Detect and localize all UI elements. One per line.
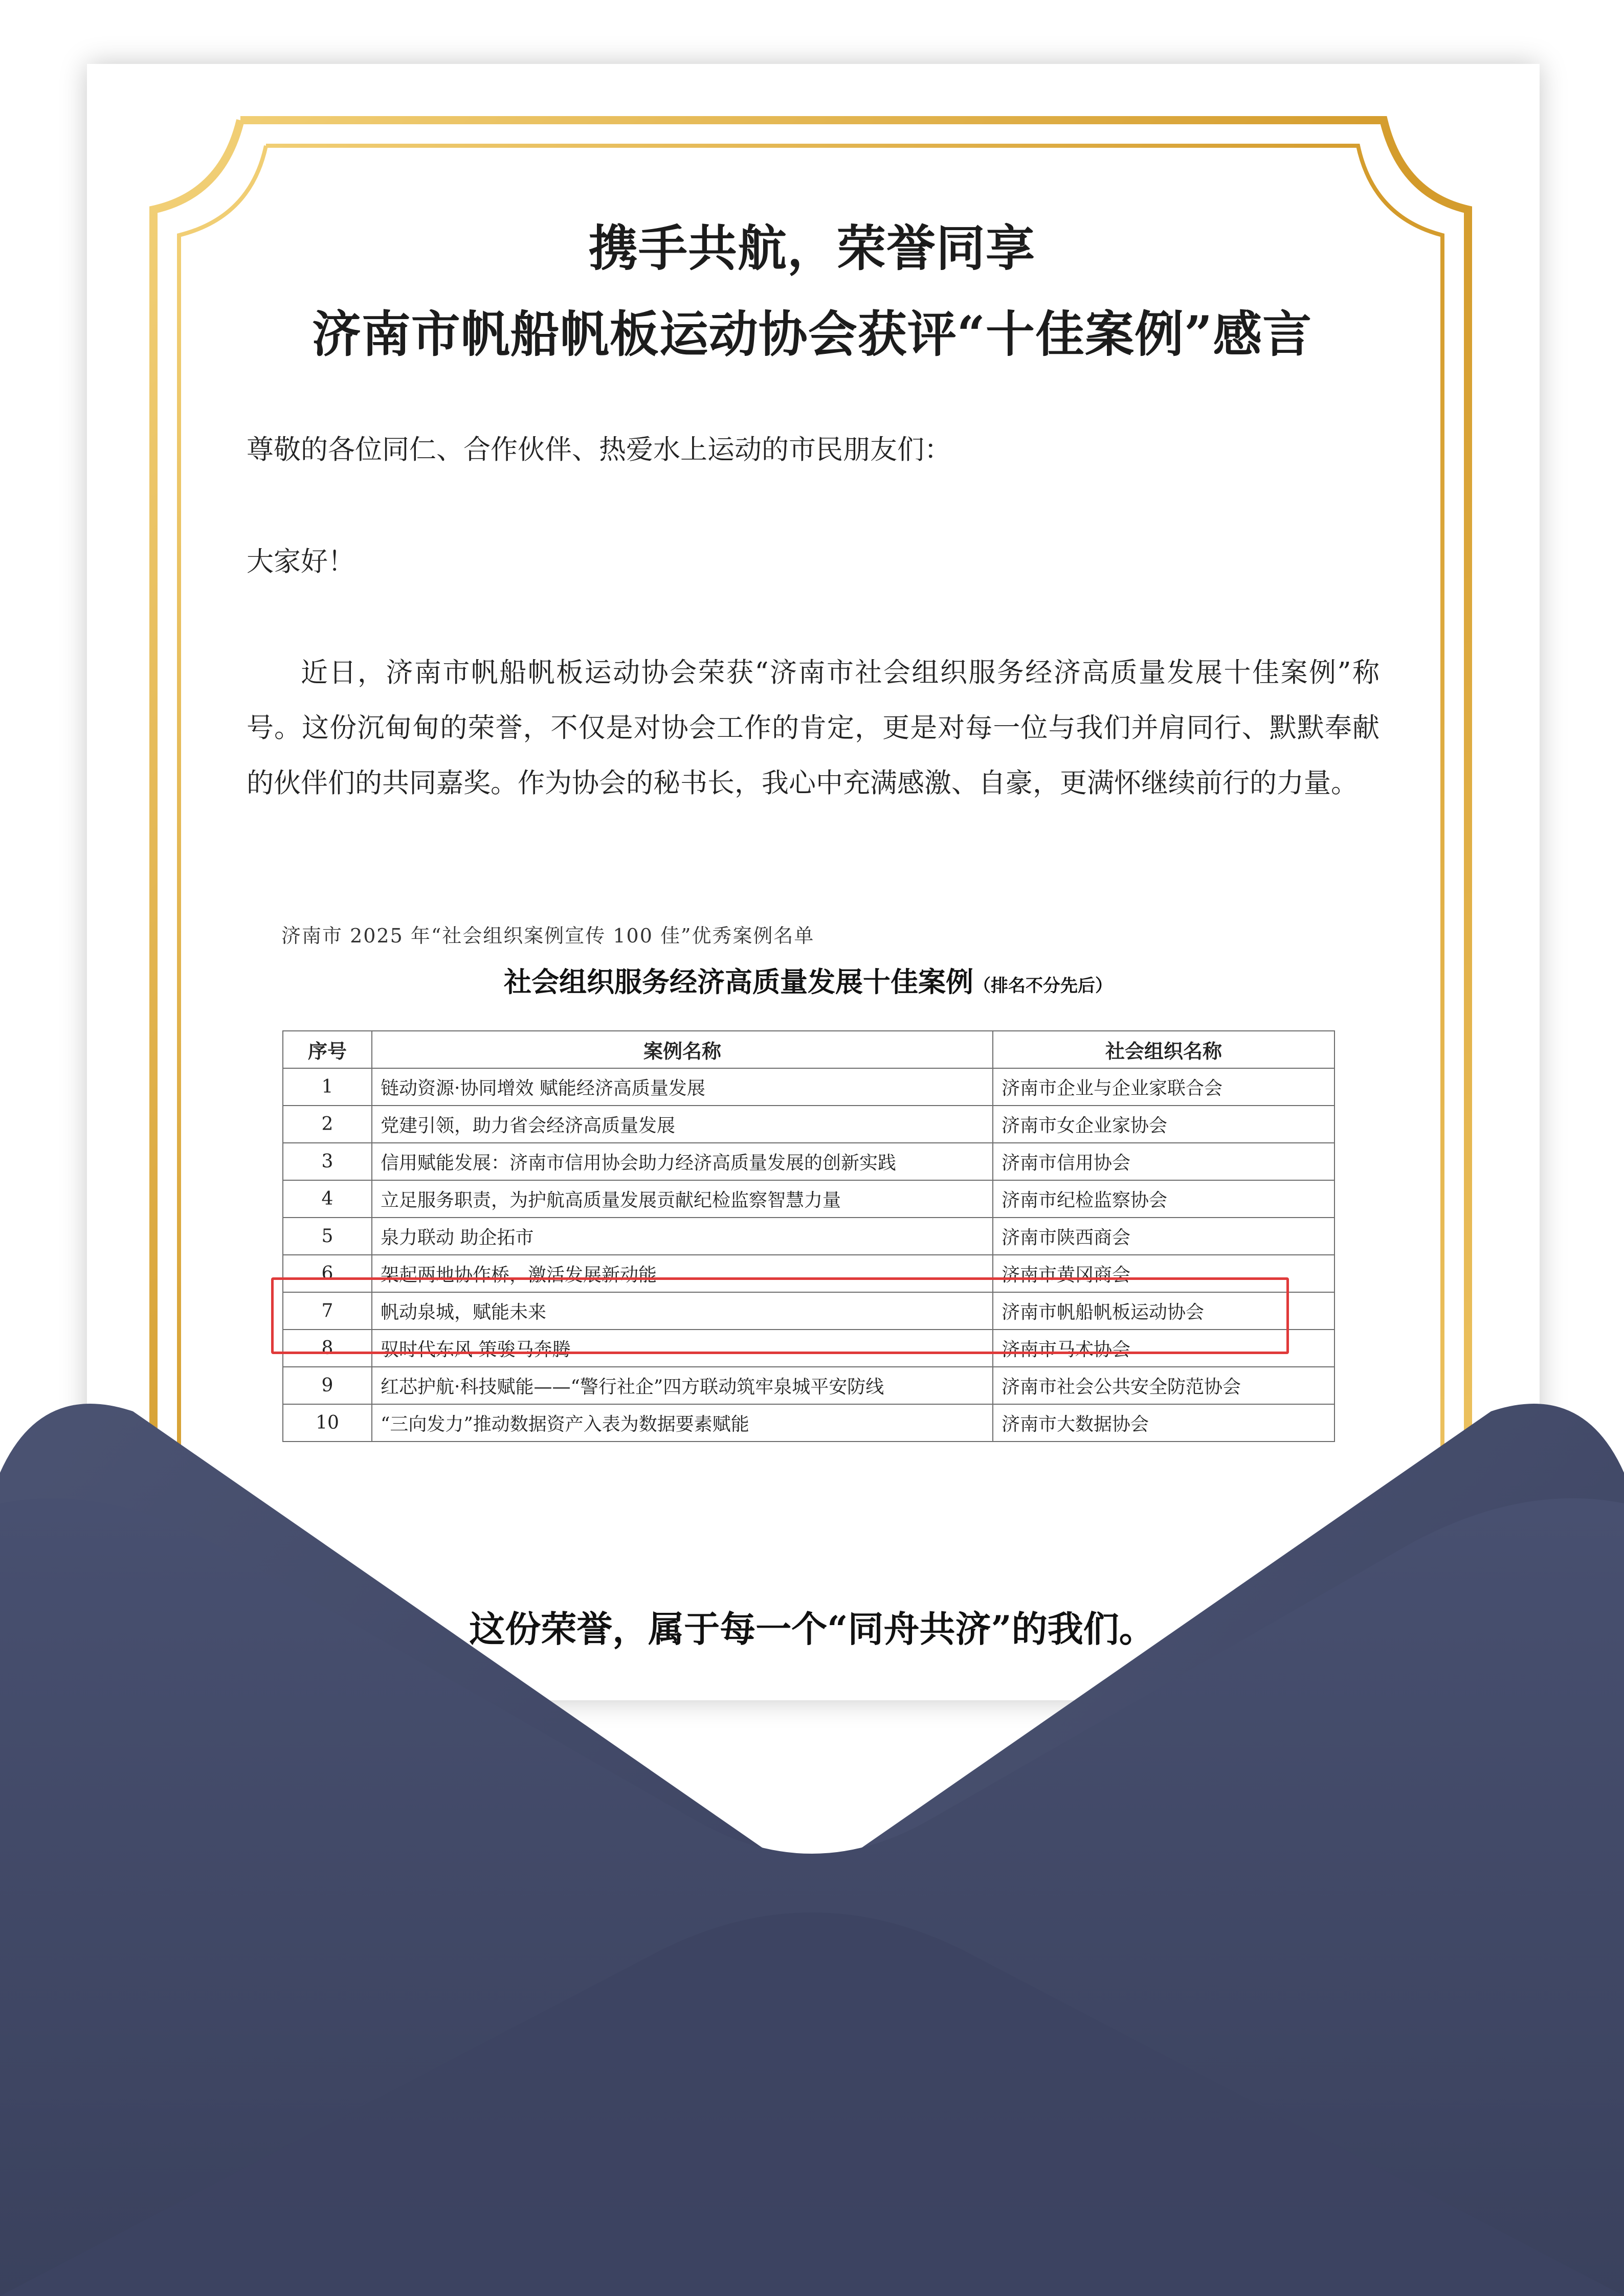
organization-name: 济南市马术协会 [993, 1330, 1334, 1367]
case-list-title-text: 社会组织服务经济高质量发展十佳案例 [504, 965, 973, 998]
row-number: 6 [283, 1255, 372, 1292]
case-name: 信用赋能发展：济南市信用协会助力经济高质量发展的创新实践 [372, 1143, 993, 1180]
row-number: 4 [283, 1180, 372, 1218]
case-name: 泉力联动 助企拓市 [372, 1218, 993, 1255]
row-number: 7 [283, 1292, 372, 1330]
column-header-organization: 社会组织名称 [993, 1031, 1334, 1068]
salutation: 尊敬的各位同仁、合作伙伴、热爱水上运动的市民朋友们： [247, 434, 951, 465]
row-number: 9 [283, 1367, 372, 1404]
case-name: “三向发力”推动数据资产入表为数据要素赋能 [372, 1404, 993, 1442]
organization-name: 济南市企业与企业家联合会 [993, 1068, 1334, 1106]
letter-title-line2: 济南市帆船帆板运动协会获评“十佳案例”感言 [312, 305, 1312, 363]
case-list-title-note: （排名不分先后） [973, 976, 1113, 996]
case-name: 链动资源·协同增效 赋能经济高质量发展 [372, 1068, 993, 1106]
row-number: 8 [283, 1330, 372, 1367]
case-name: 架起两地协作桥，激活发展新动能 [372, 1255, 993, 1292]
case-name: 立足服务职责，为护航高质量发展贡献纪检监察智慧力量 [372, 1180, 993, 1218]
row-number: 2 [283, 1106, 372, 1143]
case-name: 红芯护航·科技赋能——“警行社企”四方联动筑牢泉城平安防线 [372, 1367, 993, 1404]
greeting: 大家好！ [247, 546, 355, 577]
tagline: 这份荣誉，属于每一个“同舟共济”的我们。 [469, 1608, 1155, 1650]
letter-title-line1: 携手共航，荣誉同享 [589, 219, 1035, 277]
case-name: 帆动泉城，赋能未来 [372, 1292, 993, 1330]
case-list-header: 济南市 2025 年“社会组织案例宣传 100 佳”优秀案例名单 [281, 925, 815, 947]
row-number: 1 [283, 1068, 372, 1106]
organization-name: 济南市社会公共安全防范协会 [993, 1367, 1334, 1404]
case-name: 党建引领，助力省会经济高质量发展 [372, 1106, 993, 1143]
organization-name: 济南市纪检监察协会 [993, 1180, 1334, 1218]
row-number: 3 [283, 1143, 372, 1180]
organization-name: 济南市信用协会 [993, 1143, 1334, 1180]
row-number: 5 [283, 1218, 372, 1255]
case-name: 驭时代东风 策骏马奔腾 [372, 1330, 993, 1367]
letter-body: 近日，济南市帆船帆板运动协会荣获“济南市社会组织服务经济高质量发展十佳案例”称号。这份沉甸甸的荣誉，不仅是对协会工作的肯定，更是对每一位与我们并肩同行、默默奉献的伙伴们的共同嘉奖。作为协会的秘书长，我心中充满感激、自豪，更满怀继续前行的力量。 [247, 657, 1380, 799]
column-header-case: 案例名称 [372, 1031, 993, 1068]
organization-name: 济南市陕西商会 [993, 1218, 1334, 1255]
organization-name: 济南市黄冈商会 [993, 1255, 1334, 1292]
organization-name: 济南市大数据协会 [993, 1404, 1334, 1442]
column-header-number: 序号 [283, 1031, 372, 1068]
organization-name: 济南市帆船帆板运动协会 [993, 1292, 1334, 1330]
organization-name: 济南市女企业家协会 [993, 1106, 1334, 1143]
row-number: 10 [283, 1404, 372, 1442]
